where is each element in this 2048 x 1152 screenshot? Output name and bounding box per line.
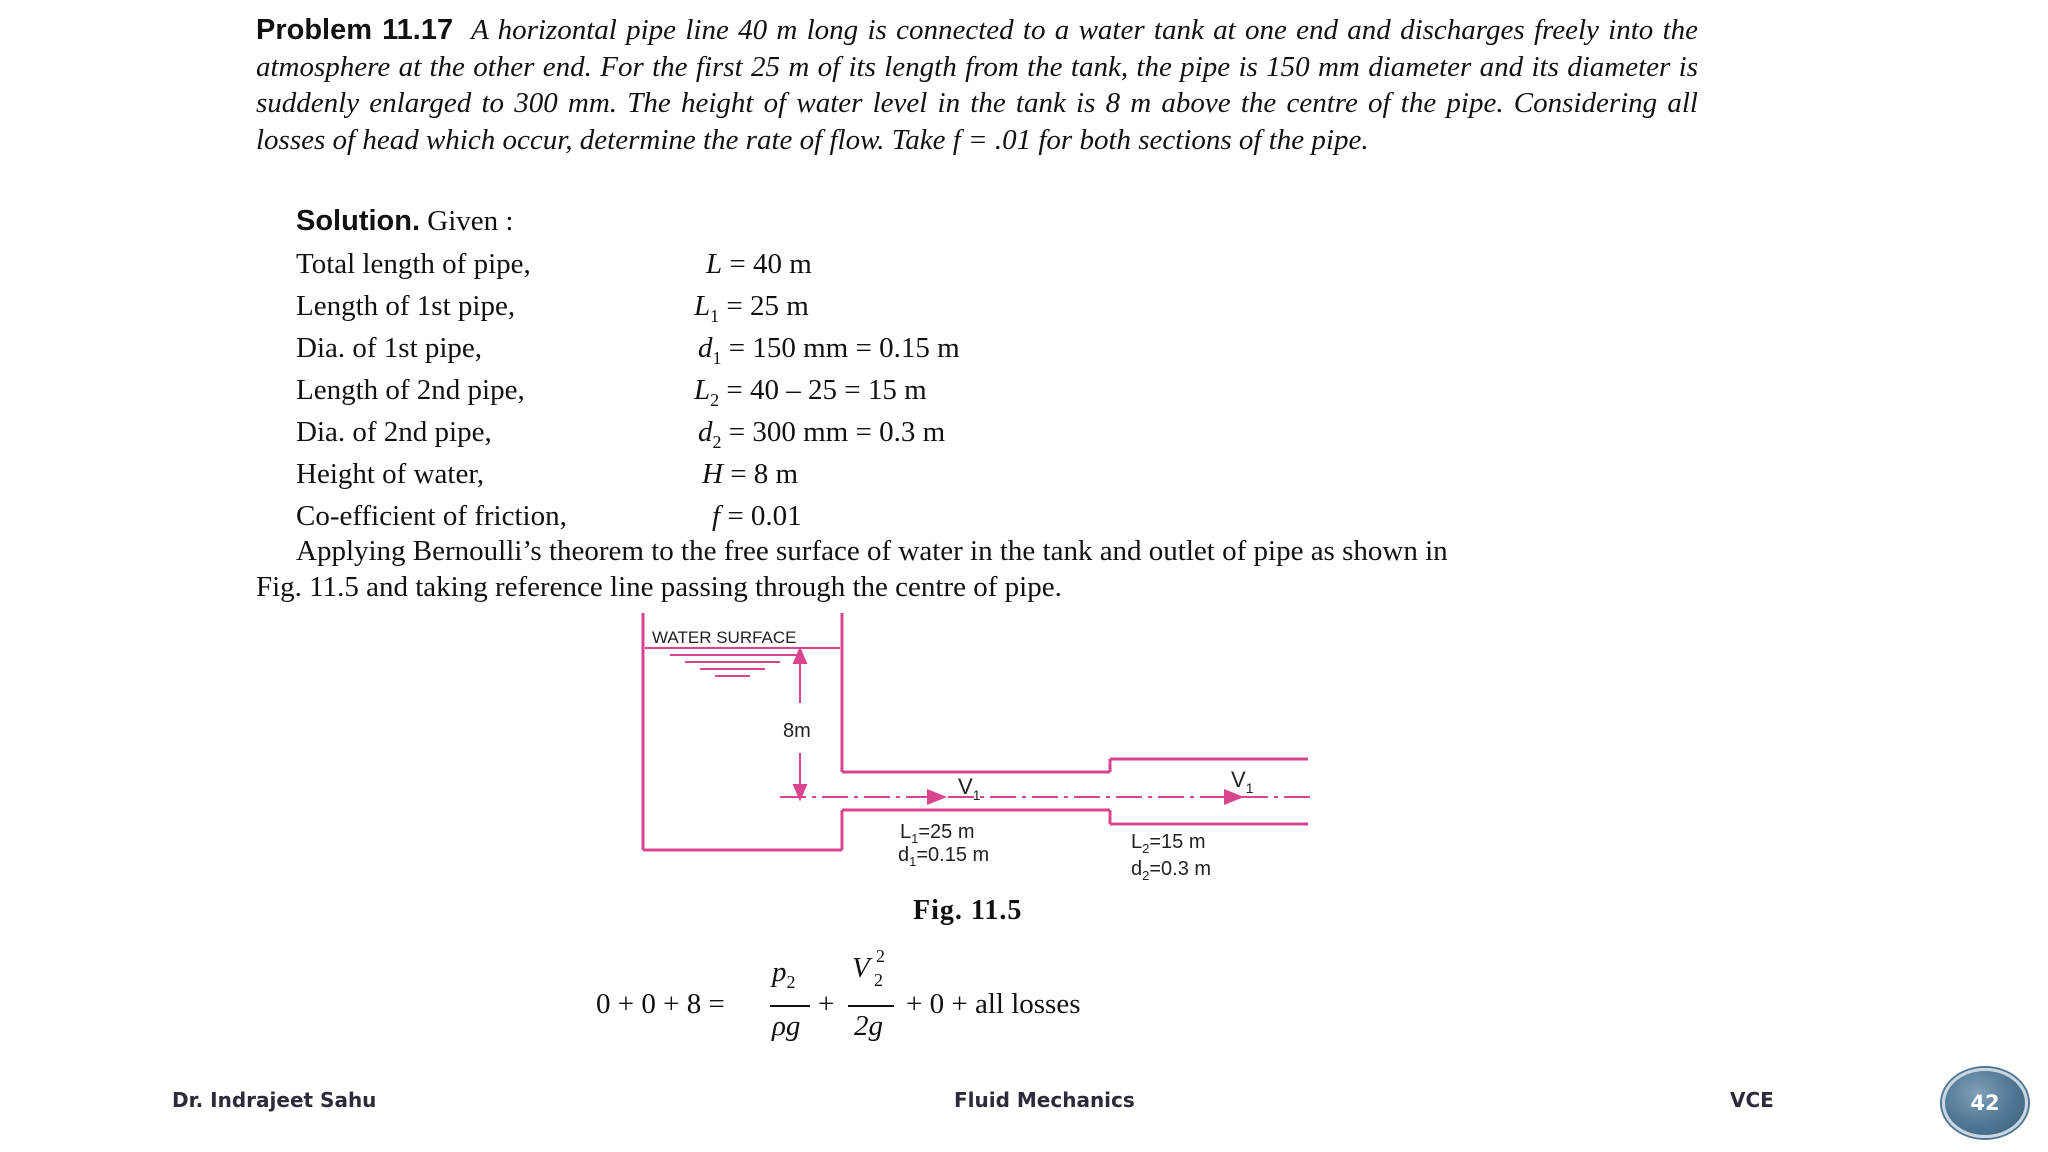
height-label: 8m	[783, 720, 811, 742]
footer-subject: Fluid Mechanics	[954, 1088, 1135, 1112]
given-label-text: Total length of pipe,	[296, 248, 531, 280]
frac1-numerator: $p_2$	[772, 956, 796, 992]
pipe1-length-label: $L_1=25$ m	[900, 821, 975, 846]
frac2-numerator: V 2 2	[852, 946, 885, 990]
solution-heading	[296, 203, 513, 239]
water-surface-label: WATER SURFACE	[652, 628, 797, 647]
given-label-text: Height of water,	[296, 458, 485, 490]
given-value: $d_1 = 150$ mm = 0.15 m	[698, 332, 960, 368]
footer-author: Dr. Indrajeet Sahu	[172, 1088, 377, 1112]
pipe2-length-label: $L_2=15$ m	[1131, 831, 1206, 856]
frac1-denominator: ρg	[772, 1010, 801, 1042]
solution-label: Solution.	[296, 205, 421, 237]
given-label-text: Length of 1st pipe,	[296, 290, 516, 322]
equation-rest: + 0 + all losses	[906, 988, 1081, 1020]
problem-statement	[256, 12, 1698, 158]
given-value: H = 8 m	[702, 458, 799, 490]
problem-label: Problem 11.17	[256, 14, 454, 46]
given-label-text: Dia. of 2nd pipe,	[296, 416, 492, 448]
equation-plus: +	[818, 988, 835, 1020]
given-label-text: Dia. of 1st pipe,	[296, 332, 483, 364]
given-value: f = 0.01	[712, 500, 802, 532]
equation-lhs: 0 + 0 + 8 =	[596, 988, 725, 1020]
given-value: $L_2 = 40 - 25 = 15$ m	[694, 374, 927, 410]
given-value: L = 40 m	[706, 248, 812, 280]
problem-text: A horizontal pipe line 40 m long is connected to a water tank at one end and discharges freely into the atmosphere at the other end. For the first 25 m of its length from the tank, the pipe is 150 mm diameter and its diameter is suddenly enlarged to 300 mm. The height of water level in the tank is 8 m above the centre of the pipe. Considering all losses of head which occur, determine the rate of flow. Take f = .01 for both sections of the pipe.	[256, 14, 1699, 156]
figure-caption: Fig. 11.5	[913, 895, 1023, 926]
frac2-denominator: 2g	[854, 1010, 883, 1042]
v1-label: $V_1$	[958, 774, 981, 803]
given-label-text: Length of 2nd pipe,	[296, 374, 525, 406]
pipe2-diameter-label: $d_2=0.3$ m	[1131, 858, 1212, 883]
apply-line-2: Fig. 11.5 and taking reference line passing through the centre of pipe.	[256, 571, 1062, 603]
footer-institute: VCE	[1730, 1088, 1774, 1112]
given-label: Given :	[427, 205, 514, 237]
v2-label: $V_1$	[1231, 767, 1254, 796]
frac2-line	[848, 1005, 894, 1007]
given-value: $d_2 = 300$ mm = 0.3 m	[698, 416, 946, 452]
page-number-badge: 42	[1942, 1068, 2028, 1138]
given-label-text: Co-efficient of friction,	[296, 500, 567, 532]
pipe1-diameter-label: $d_1=0.15$ m	[898, 844, 990, 869]
pipe-tank-diagram	[600, 605, 1320, 895]
apply-line-1: Applying Bernoulli’s theorem to the free surface of water in the tank and outlet of pipe as shown in	[296, 535, 1448, 567]
given-value: $L_1 = 25$ m	[694, 290, 809, 326]
bernoulli-statement	[256, 533, 1698, 605]
frac1-line	[770, 1005, 810, 1007]
